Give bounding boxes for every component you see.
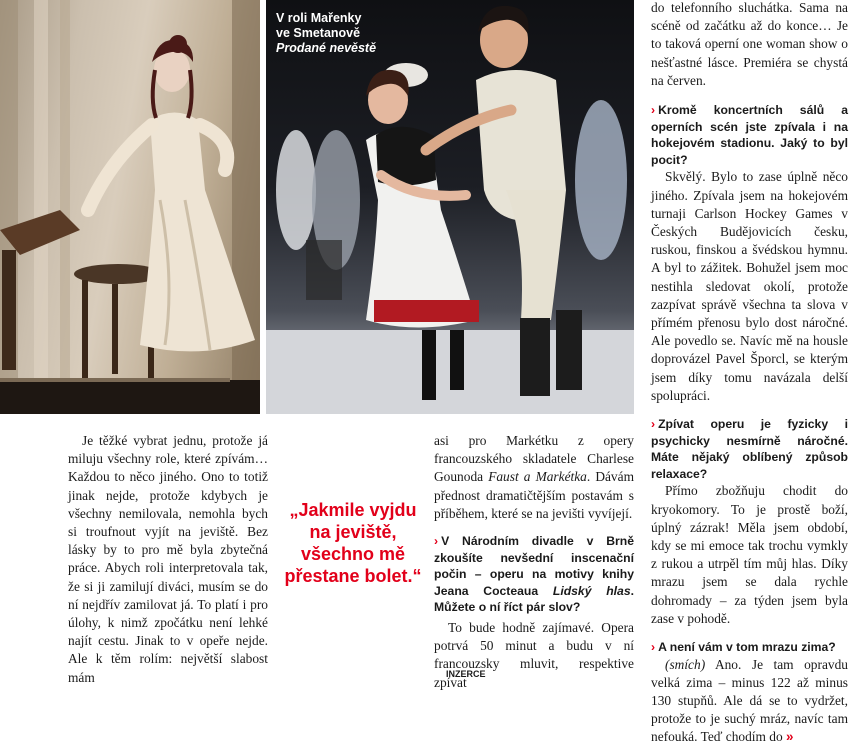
paragraph-text: Ano. Je tam opravdu velká zima – minus 122 až minus 130 stupňů. Ale dá se to vydržet, protože to je suchý mráz, navíc tam nefouká. Teď chodím do xyxy=(651,656,848,745)
photo-left-illustration xyxy=(0,0,260,414)
stage-direction: (smích) xyxy=(665,656,706,672)
book-title: Lidský hlas xyxy=(552,583,631,598)
question-marker: › xyxy=(651,417,656,432)
opera-title: Faust a Markétka xyxy=(488,469,587,485)
question-marker: › xyxy=(434,534,439,549)
question-text: Zpívat operu je fyzicky i psychicky nesmírně náročné. Máte nějaký oblíbený způsob relaxace? xyxy=(651,417,848,481)
photo-caption-title: Prodané nevěstě xyxy=(276,41,377,55)
article-paragraph: To bude hodně zajímavé. Opera potrvá 50 minut a budu v ní francouzsky mluvit, respektive zpívat xyxy=(434,619,634,690)
continue-arrow-icon: » xyxy=(786,729,794,745)
photo-caption-line1: V roli Mařenky xyxy=(276,11,362,25)
article-paragraph xyxy=(434,432,634,523)
article-paragraph: Je těžké vybrat jednu, protože já miluju všechny role, které zpívám… Každou to něco jiného. Ono to totiž jinak nejde, protože kdybych je všechny nemilovala, nemohla bych si troufnout vyjít na jeviště. Bez lásky by to pro mě byla zbytečná práce. Abych roli interpretovala tak, že si ji zamilují diváci, musím se do ní nejdřív zamilovat já. To platí i pro úlohy, k nimž zpočátku není lehké najít cestu. Jinak to v opeře nejde. Ale k těm rolím: největší slabost mám xyxy=(68,433,268,685)
photo-caption-line2: ve Smetanově xyxy=(276,26,361,40)
photo-prodana-nevesta-scene xyxy=(266,0,634,414)
article-paragraph xyxy=(651,656,848,747)
pull-quote: „Jakmile vyjdu na jeviště, všechno mě přestane bolet.“ xyxy=(284,500,422,586)
article-column-middle xyxy=(434,432,634,692)
photo-caption xyxy=(276,11,476,56)
question-text: A není vám v tom mrazu zima? xyxy=(658,640,836,655)
article-paragraph: do telefonního sluchátka. Sama na scéně od začátku až do konce… Je to taková operní one woman show o nešťastné lásce. Premiéra se chystá na červen. xyxy=(651,0,848,88)
article-column-right xyxy=(651,0,848,747)
article-column-left xyxy=(68,432,268,687)
interview-question xyxy=(651,416,848,482)
photo-center-illustration xyxy=(266,0,634,414)
interview-question xyxy=(434,533,634,616)
photo-singer-on-stage xyxy=(0,0,260,414)
question-marker: › xyxy=(651,103,656,118)
interview-question xyxy=(651,639,848,656)
question-text: Kromě koncertních sálů a operních scén jste zpívala i na hokejovém stadionu. Jaký to byl pocit? xyxy=(651,103,848,167)
paragraph-text: asi pro Markétku z opery francouzského skladatele Charlese Gounoda xyxy=(434,433,634,485)
interview-question xyxy=(651,102,848,168)
paragraph-text: . Dávám přednost dramatičtějším postavám s příběhem, které se na jevišti vyvíjejí. xyxy=(434,469,634,521)
advertisement-tag: INZERCE xyxy=(446,669,486,679)
article-paragraph: Přímo zbožňuju chodit do kryokomory. To je prostě boží, úplný zázrak! Měla jsem období, kdy se mi emoce tak trochu vymkly z rukou a utrpěl tím můj hlas. Díky mrazu jsem se dala rychle dohromady – za týden jsem byla zase v pohodě. xyxy=(651,483,848,626)
question-marker: › xyxy=(651,640,656,655)
question-text: V Národním divadle v Brně zkoušíte nevšední inscenační počin – operu na motivy knihy Jeana Cocteaua xyxy=(434,534,634,598)
article-paragraph: Skvělý. Bylo to zase úplně něco jiného. Zpívala jsem na hokejovém turnaji Carlson Hockey Games v Českých Budějovicích česku, ruskou, finskou a švédskou hymnu. A byl to zážitek. Bohužel jsem moc nestihla sledovat okolí, protože zazpívat správě všechna ta slova v přímém přenosu bylo dost náročné. Ale povedlo se. Navíc mě na housle doprovázel Pavel Šporcl, se kterým jsem díky tomu navázala delší spolupráci. xyxy=(651,169,848,403)
question-text: . Můžete o ní říct pár slov? xyxy=(434,583,634,615)
